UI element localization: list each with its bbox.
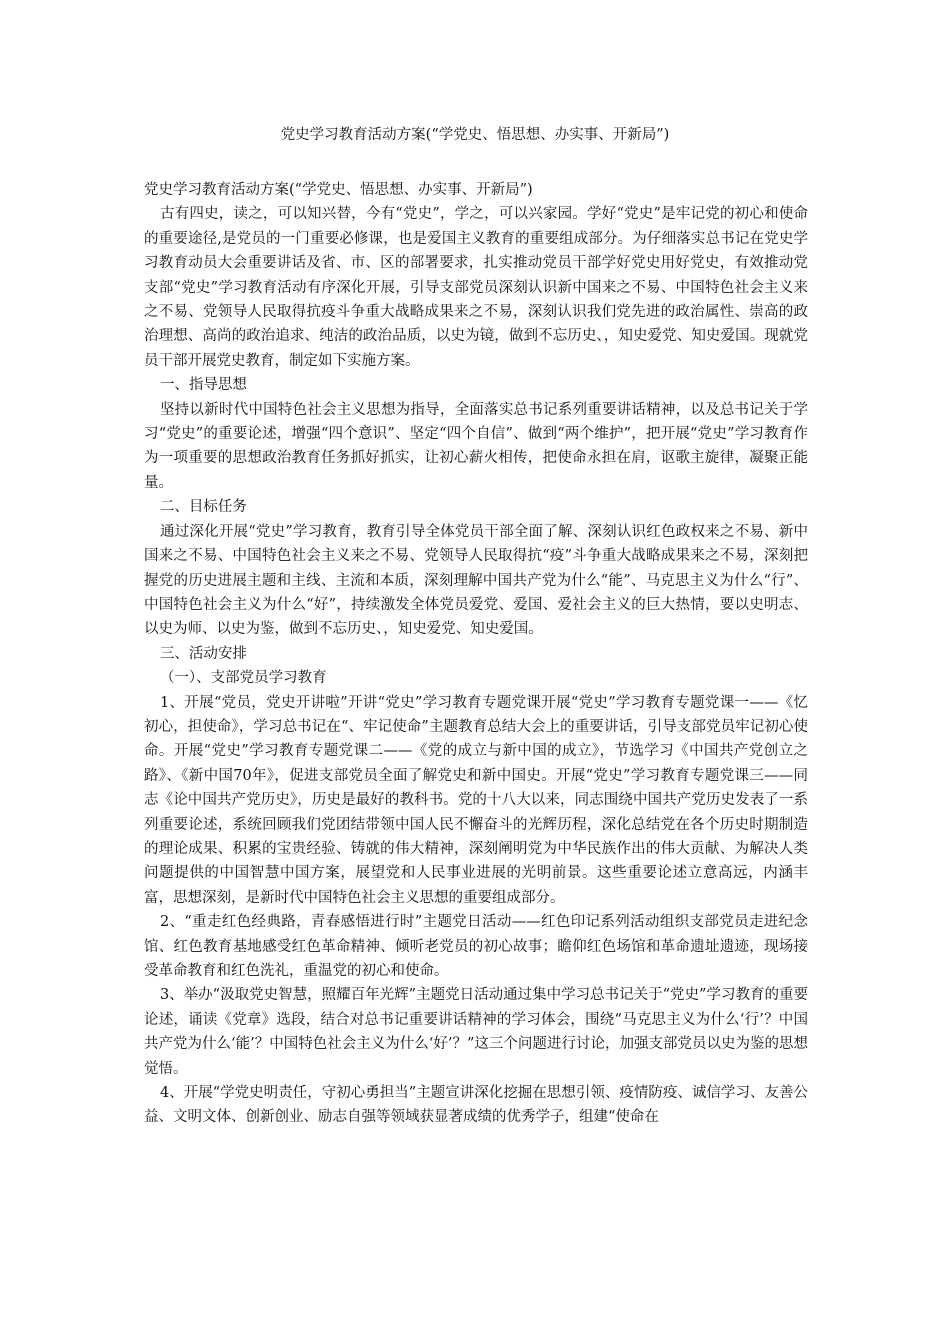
subsection-heading-branch-study: （一）、支部党员学习教育: [159, 670, 327, 687]
paragraph-guiding-ideology: 坚持以新时代中国特色社会主义思想为指导，全面落实总书记系列重要讲话精神，以及总书记关于学习“党史”的重要论述，增强“四个意识”、坚定“四个自信”、做到“两个维护”，把开展“党史”学习教育作为一项重要的思想政治教育任务抓好抓实，让初心薪火相传，把使命永担在肩，讴歌主旋律，凝聚正能量。: [144, 401, 808, 491]
paragraph-item-3: 3、举办“汲取党史智慧，照耀百年光辉”主题党日活动通过集中学习总书记关于“党史”学习教育的重要论述，诵读《党章》选段，结合对总书记重要讲话精神的学习体会，围绕“马克思主义为什么‘行’？中国共产党为什么‘能’？中国特色社会主义为什么‘好’？”这三个问题进行讨论，加强支部党员以史为鉴的思想觉悟。: [144, 987, 808, 1077]
document-body: [144, 178, 808, 1130]
section-heading-activities: 三、活动安排: [159, 645, 247, 662]
paragraph-intro: 古有四史，读之，可以知兴替，今有“党史”，学之，可以兴家园。学好“党史”是牢记党的初心和使命的重要途径,是党员的一门重要必修课，也是爱国主义教育的重要组成部分。为仔细落实总书记在党史学习教育动员大会重要讲话及省、市、区的部署要求，扎实推动党员干部学好党史用好党史，有效推动党支部“党史”学习教育活动有序深化开展，引导支部党员深刻认识新中国来之不易、中国特色社会主义来之不易、党领导人民取得抗疫斗争重大战略成果来之不易，深刻认识我们党先进的政治属性、崇高的政治理想、高尚的政治追求、纯洁的政治品质，以史为镜，做到不忘历史、，知史爱党、知史爱国。现就党员干部开展党史教育，制定如下实施方案。: [144, 206, 808, 369]
paragraph-item-4: 4、开展“学党史明责任，守初心勇担当”主题宣讲深化挖掘在思想引领、疫情防疫、诚信学习、友善公益、文明文体、创新创业、励志自强等领域获显著成绩的优秀学子，组建“使命在: [144, 1085, 808, 1126]
section-heading-guiding-ideology: 一、指导思想: [159, 377, 247, 394]
document-title: 党史学习教育活动方案(“学党史、悟思想、办实事、开新局”): [280, 127, 670, 143]
paragraph-item-1: 1、开展“党员，党史开讲啦”开讲“党史”学习教育专题党课开展“党史”学习教育专题党课一——《忆初心，担使命》，学习总书记在“、牢记使命”主题教育总结大会上的重要讲话，引导支部党员牢记初心使命。开展“党史”学习教育专题党课二——《党的成立与新中国的成立》，节选学习《中国共产党创立之路》、《新中国70年》，促进支部党员全面了解党史和新中国史。开展“党史”学习教育专题党课三——同志《论中国共产党历史》，历史是最好的教科书。党的十八大以来，同志围绕中国共产党历史发表了一系列重要论述，系统回顾我们党团结带领中国人民不懈奋斗的光辉历程，深化总结党在各个历史时期制造的理论成果、积累的宝贵经验、铸就的伟大精神，深刻阐明党为中华民族作出的伟大贡献、为解决人类问题提供的中国智慧中国方案，展望党和人民事业进展的光明前景。这些重要论述立意高远，内涵丰富，思想深刻，是新时代中国特色社会主义思想的重要组成部分。: [144, 694, 808, 906]
section-heading-objectives: 二、目标任务: [159, 499, 247, 516]
document-subtitle: 党史学习教育活动方案(“学党史、悟思想、办实事、开新局”): [144, 182, 533, 198]
paragraph-objectives: 通过深化开展“党史”学习教育，教育引导全体党员干部全面了解、深刻认识红色政权来之不易、新中国来之不易、中国特色社会主义来之不易、党领导人民取得抗“疫”斗争重大战略成果来之不易，深刻把握党的历史进展主题和主线、主流和本质，深刻理解中国共产党为什么“能”、马克思主义为什么“行”、中国特色社会主义为什么“好”，持续激发全体党员爱党、爱国、爱社会主义的巨大热情，要以史明志、以史为师、以史为鉴，做到不忘历史、，知史爱党、知史爱国。: [144, 523, 808, 638]
paragraph-item-2: 2、“重走红色经典路，青春感悟进行时”主题党日活动——红色印记系列活动组织支部党员走进纪念馆、红色教育基地感受红色革命精神、倾听老党员的初心故事；瞻仰红色场馆和革命遗址遗迹，现场接受革命教育和红色洗礼，重温党的初心和使命。: [144, 914, 808, 979]
